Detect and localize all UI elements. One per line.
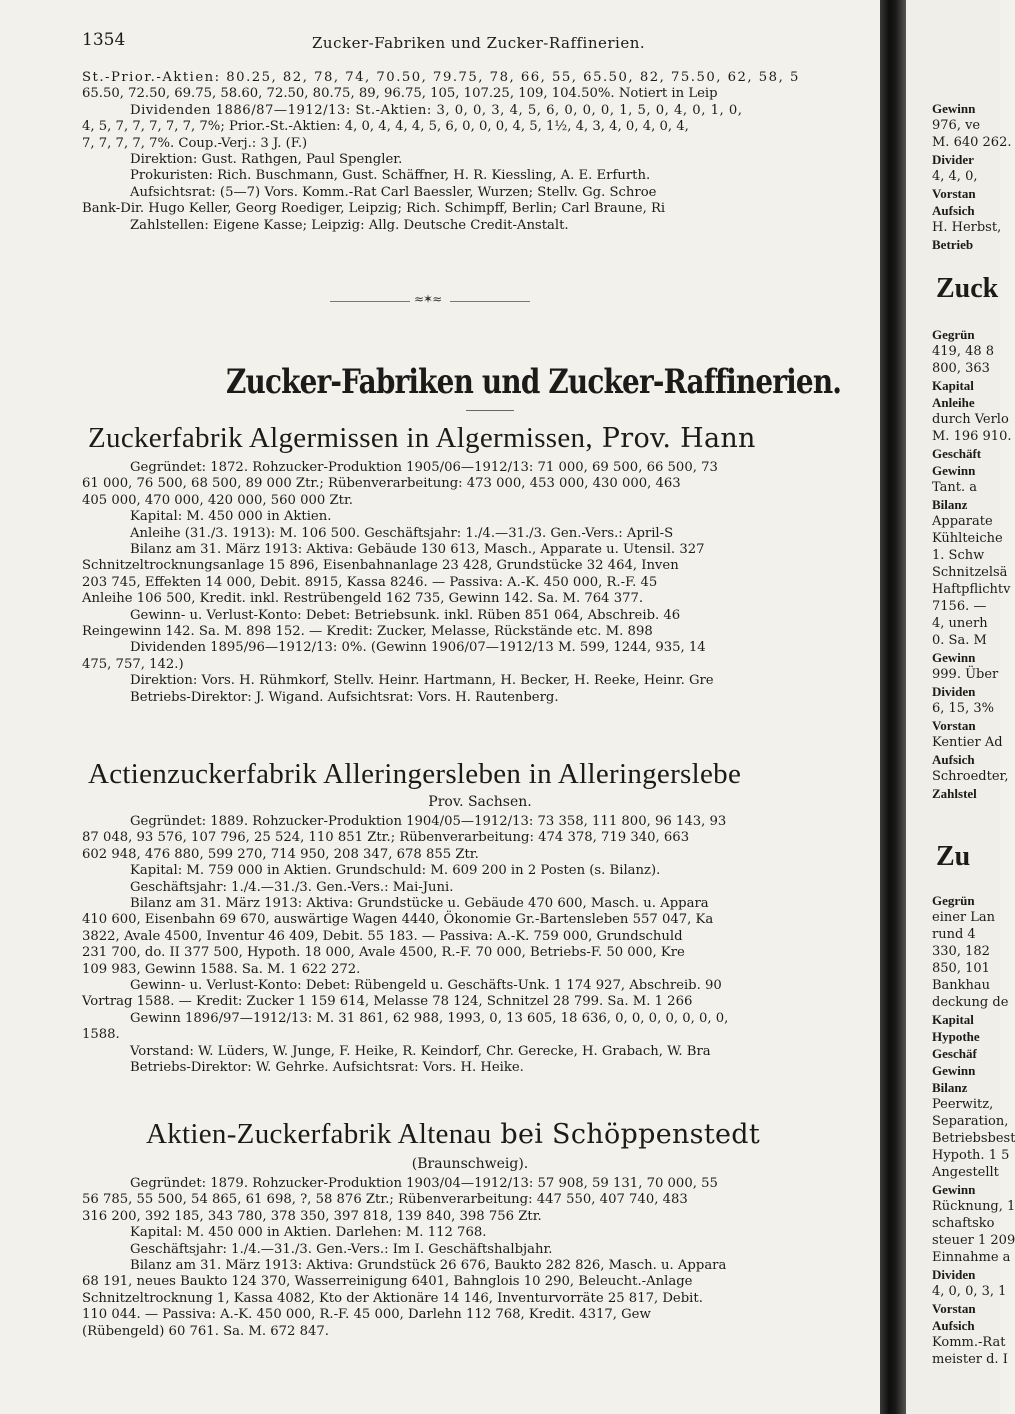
entry-line: Dividenden 1895/96—1912/13: 0%. (Gewinn 1906/07—1912/13 M. 599, 1244, 935, 14 [130, 640, 706, 656]
fragment-line: Gewinn [932, 463, 976, 478]
fragment-line: durch Verlo [932, 412, 1009, 427]
fragment-line: Gegrün [932, 327, 975, 342]
entry-line: Gegründet: 1889. Rohzucker-Produktion 1904/05—1912/13: 73 358, 111 800, 96 143, 93 [130, 814, 727, 829]
fragment-line: Kapital [932, 378, 974, 393]
entry-line: 109 983, Gewinn 1588. Sa. M. 1 622 272. [82, 961, 361, 977]
entry-line: 405 000, 470 000, 420 000, 560 000 Ztr. [82, 492, 353, 508]
entry-line: Kapital: M. 759 000 in Aktien. Grundschuld: M. 609 200 in 2 Posten (s. Bilanz). [130, 863, 661, 879]
fragment-line: Haftpflichtv [932, 582, 1011, 597]
fragment-line: Dividen [932, 684, 976, 699]
fragment-line: Bilanz [932, 497, 968, 512]
entry-line: 231 700, do. II 377 500, Hypoth. 18 000, Avale 4500, R.-F. 70 000, Betriebs-F. 50 000, Kre [82, 945, 685, 961]
fragment-line: 7156. — [932, 599, 987, 614]
fragment-line: 999. Über [932, 667, 999, 682]
fragment-line: steuer 1 209 [932, 1233, 1015, 1248]
fragment-line: 4, 4, 0, [932, 169, 978, 184]
entry-line: Bilanz am 31. März 1913: Aktiva: Gebäude 130 613, Masch., Apparate u. Utensil. 327 [130, 542, 705, 558]
fragment-line: Hypothe [932, 1029, 980, 1044]
fragment-line: Geschäf [932, 1046, 977, 1061]
title-rule [466, 410, 514, 411]
company-entry [82, 814, 874, 1077]
fragment-line: 4, 0, 0, 3, 1 [932, 1284, 1007, 1299]
entry-line: Schnitzeltrocknungsanlage 15 896, Eisenbahnanlage 23 428, Grundstücke 32 464, Inven [82, 558, 679, 574]
entry-line: Geschäftsjahr: 1./4.—31./3. Gen.-Vers.: Mai-Juni. [130, 879, 454, 895]
fragment-line: Gewinn [932, 1063, 976, 1078]
fragment-line: H. Herbst, [932, 220, 1002, 235]
entry-line: Reingewinn 142. Sa. M. 898 152. — Kredit: Zucker, Melasse, Rückstände etc. M. 898 [82, 624, 653, 640]
prev-line: Dividenden 1886/87—1912/13: St.-Aktien: 3, 0, 0, 3, 4, 5, 6, 0, 0, 0, 1, 5, 0, 4, 0, 1, 0, [130, 102, 743, 118]
prev-line: 65.50, 72.50, 69.75, 58.60, 72.50, 80.75, 89, 96.75, 105, 107.25, 109, 104.50%. Notiert in Leip [82, 86, 718, 102]
fragment-line: 330, 182 [932, 944, 990, 959]
fragment-line: Aufsich [932, 1318, 975, 1333]
entry-line: Anleihe 106 500, Kredit. inkl. Restrübengeld 162 735, Gewinn 142. Sa. M. 764 377. [82, 591, 644, 607]
entry-line: Bilanz am 31. März 1913: Aktiva: Grundstück 26 676, Baukto 282 826, Masch. u. Appara [130, 1258, 727, 1274]
separator-line-right [450, 301, 530, 302]
entry-line: Gegründet: 1879. Rohzucker-Produktion 1903/04—1912/13: 57 908, 59 131, 70 000, 55 [130, 1176, 718, 1191]
entry-line: Vortrag 1588. — Kredit: Zucker 1 159 614, Melasse 78 124, Schnitzel 28 799. Sa. M. 1 266 [82, 994, 693, 1010]
fragment-line: Gewinn [932, 650, 976, 665]
fragment-line: Tant. a [932, 480, 978, 495]
entry-line: 316 200, 392 185, 343 780, 378 350, 397 818, 139 840, 398 756 Ztr. [82, 1208, 542, 1224]
entry-line: Vorstand: W. Lüders, W. Junge, F. Heike, R. Keindorf, Chr. Gerecke, H. Grabach, W. Bra [130, 1043, 711, 1059]
fragment-line: 1. Schw [932, 548, 985, 563]
fragment-heading: Zuck [936, 273, 999, 304]
fragment-line: Peerwitz, [932, 1097, 994, 1112]
fragment-line: M. 640 262. [932, 135, 1012, 150]
prev-line: Direktion: Gust. Rathgen, Paul Spengler. [130, 152, 403, 168]
fragment-line: 800, 363 [932, 361, 990, 376]
entry-line: Bilanz am 31. März 1913: Aktiva: Grundstücke u. Gebäude 470 600, Masch. u. Appara [130, 896, 709, 912]
fragment-line: Kühlteiche [932, 531, 1003, 546]
entry-line: Gewinn- u. Verlust-Konto: Debet: Rübengeld u. Geschäfts-Unk. 1 174 927, Abschreib. 90 [130, 978, 722, 994]
fragment-line: Separation, [932, 1114, 1009, 1129]
ornamental-separator [330, 292, 530, 308]
prev-line: 4, 5, 7, 7, 7, 7, 7, 7%; Prior.-St.-Aktien: 4, 0, 4, 4, 4, 5, 6, 0, 0, 0, 4, 5, 1½, 4, 3, 4, 0, 4, 0, 4, [82, 119, 689, 135]
fragment-line: Gewinn [932, 101, 976, 116]
fragment-line: 850, 101 [932, 961, 990, 976]
entry-line: Betriebs-Direktor: W. Gehrke. Aufsichtsrat: Vors. H. Heike. [130, 1060, 524, 1076]
fragment-line: Bankhau [932, 978, 991, 993]
entry-line: (Rübengeld) 60 761. Sa. M. 672 847. [82, 1323, 329, 1339]
fragment-line: Einnahme a [932, 1250, 1011, 1265]
entry-line: 602 948, 476 880, 599 270, 714 950, 208 347, 678 855 Ztr. [82, 846, 479, 862]
entry-line: Gewinn 1896/97—1912/13: M. 31 861, 62 988, 1993, 0, 13 605, 18 636, 0, 0, 0, 0, 0, 0, 0, [130, 1010, 729, 1026]
fragment-line: 0. Sa. M [932, 633, 987, 648]
fragment-line: Hypoth. 1 5 [932, 1148, 1010, 1163]
fragment-line: Kentier Ad [932, 735, 1003, 750]
prev-line: 7, 7, 7, 7, 7%. Coup.-Verj.: 3 J. (F.) [82, 135, 308, 151]
entry-line: 410 600, Eisenbahn 69 670, auswärtige Wagen 4440, Ökonomie Gr.-Bartensleben 557 047, Ka [82, 912, 714, 928]
company-subtitle: (Braunschweig). [411, 1156, 529, 1172]
company-name: Aktien-Zuckerfabrik Altenau [146, 1118, 492, 1150]
fragment-line: Geschäft [932, 446, 982, 461]
company-title: Actienzuckerfabrik Alleringersleben in Alleringerslebe [88, 758, 742, 790]
fragment-line: Betrieb [932, 237, 974, 252]
fragment-line: meister d. I [932, 1352, 1008, 1367]
fragment-line: Betriebsbest [932, 1131, 1015, 1146]
entry-line: 56 785, 55 500, 54 865, 61 698, ?, 58 876 Ztr.; Rübenverarbeitung: 447 550, 407 740, 483 [82, 1192, 688, 1208]
prev-line: Aufsichtsrat: (5—7) Vors. Komm.-Rat Carl Baessler, Wurzen; Stellv. Gg. Schroe [130, 184, 657, 200]
entry-line: 68 191, neues Baukto 124 370, Wasserreinigung 6401, Bahnglois 10 290, Beleucht.-Anlage [82, 1274, 693, 1290]
fragment-line: Gewinn [932, 1182, 976, 1197]
fragment-line: Aufsich [932, 752, 975, 767]
company-title [88, 422, 878, 455]
ornament-icon: ≈✶≈ [414, 292, 442, 306]
entry-line: Direktion: Vors. H. Rühmkorf, Stellv. Heinr. Hartmann, H. Becker, H. Reeke, Heinr. Gre [130, 673, 714, 689]
company-entry [82, 1176, 874, 1340]
fragment-line: 976, ve [932, 118, 981, 133]
entry-line: Schnitzeltrocknung 1, Kassa 4082, Kto der Aktionäre 14 146, Inventurvorräte 25 817, Debit. [82, 1290, 703, 1306]
fragment-line: Dividen [932, 1267, 976, 1282]
company-title [146, 1118, 936, 1151]
company-entry [82, 460, 874, 706]
fragment-line: Vorstan [932, 186, 976, 201]
entry-line: Anleihe (31./3. 1913): M. 106 500. Geschäftsjahr: 1./4.—31./3. Gen.-Vers.: April-S [130, 525, 674, 541]
entry-line: 475, 757, 142.) [82, 656, 184, 672]
company-location: Prov. Hann [592, 423, 756, 454]
previous-entry [82, 70, 874, 234]
company-location: bei Schöppenstedt [491, 1119, 760, 1150]
page-number: 1354 [82, 30, 126, 50]
fragment-line: Aufsich [932, 203, 975, 218]
fragment-line: rund 4 [932, 927, 976, 942]
fragment-line: Vorstan [932, 718, 976, 733]
entry-line: Kapital: M. 450 000 in Aktien. Darlehen: M. 112 768. [130, 1225, 487, 1241]
fragment-line: Rücknung, 1 [932, 1199, 1015, 1214]
fragment-line: 6, 15, 3% [932, 701, 994, 716]
fragment-line: schaftsko [932, 1216, 995, 1231]
fragment-line: M. 196 910. [932, 429, 1012, 444]
section-title: Zucker-Fabriken und Zucker-Raffinerien. [226, 362, 842, 402]
fragment-line: Gegrün [932, 893, 975, 908]
book-gutter [880, 0, 906, 1414]
adjacent-page-fragment [906, 0, 1015, 1414]
fragment-line: Komm.-Rat [932, 1335, 1006, 1350]
fragment-line: Bilanz [932, 1080, 968, 1095]
entry-line: Gegründet: 1872. Rohzucker-Produktion 1905/06—1912/13: 71 000, 69 500, 66 500, 73 [130, 460, 718, 475]
fragment-heading: Zu [936, 841, 971, 872]
fragment-line: Anleihe [932, 395, 975, 410]
running-head: Zucker-Fabriken und Zucker-Raffinerien. [312, 34, 646, 52]
entry-line: Gewinn- u. Verlust-Konto: Debet: Betriebsunk. inkl. Rüben 851 064, Abschreib. 46 [130, 607, 681, 623]
separator-line-left [330, 301, 410, 302]
entry-line: 110 044. — Passiva: A.-K. 450 000, R.-F. 45 000, Darlehn 112 768, Kredit. 4317, Gew [82, 1307, 651, 1323]
fragment-line: Divider [932, 152, 974, 167]
fragment-line: Angestellt [932, 1165, 999, 1180]
fragment-line: Apparate [932, 514, 993, 529]
fragment-line: einer Lan [932, 910, 996, 925]
fragment-line: Kapital [932, 1012, 974, 1027]
fragment-line: 4, unerh [932, 616, 988, 631]
entry-line: 61 000, 76 500, 68 500, 89 000 Ztr.; Rübenverarbeitung: 473 000, 453 000, 430 000, 463 [82, 476, 681, 492]
prev-line: Prokuristen: Rich. Buschmann, Gust. Schäffner, H. R. Kiessling, A. E. Erfurth. [130, 168, 651, 184]
entry-line: 1588. [82, 1027, 120, 1043]
fragment-line: Schnitzelsä [932, 565, 1008, 580]
fragment-line: Vorstan [932, 1301, 976, 1316]
company-subtitle: Prov. Sachsen. [428, 794, 532, 810]
entry-line: 87 048, 93 576, 107 796, 25 524, 110 851 Ztr.; Rübenverarbeitung: 474 378, 719 340, 663 [82, 830, 690, 846]
fragment-line: 419, 48 8 [932, 344, 995, 359]
prev-line: St.-Prior.-Aktien: 80.25, 82, 78, 74, 70.50, 79.75, 78, 66, 55, 65.50, 82, 75.50, 62, 58, 5 [82, 70, 800, 85]
fragment-line: Schroedter, [932, 769, 1009, 784]
entry-line: 203 745, Effekten 14 000, Debit. 8915, Kassa 8246. — Passiva: A.-K. 450 000, R.-F. 45 [82, 574, 658, 590]
fragment-line: deckung de [932, 995, 1009, 1010]
prev-line: Zahlstellen: Eigene Kasse; Leipzig: Allg. Deutsche Credit-Anstalt. [130, 217, 569, 233]
company-name: Zuckerfabrik Algermissen in Algermissen, [88, 422, 593, 454]
entry-line: 3822, Avale 4500, Inventur 46 409, Debit. 55 183. — Passiva: A.-K. 759 000, Grundschuld [82, 928, 683, 944]
entry-line: Betriebs-Direktor: J. Wigand. Aufsichtsrat: Vors. H. Rautenberg. [130, 689, 559, 705]
fragment-line: Zahlstel [932, 786, 977, 801]
prev-line: Bank-Dir. Hugo Keller, Georg Roediger, Leipzig; Rich. Schimpff, Berlin; Carl Braune, Ri [82, 201, 666, 217]
entry-line: Kapital: M. 450 000 in Aktien. [130, 509, 332, 525]
entry-line: Geschäftsjahr: 1./4.—31./3. Gen.-Vers.: Im I. Geschäftshalbjahr. [130, 1241, 553, 1257]
